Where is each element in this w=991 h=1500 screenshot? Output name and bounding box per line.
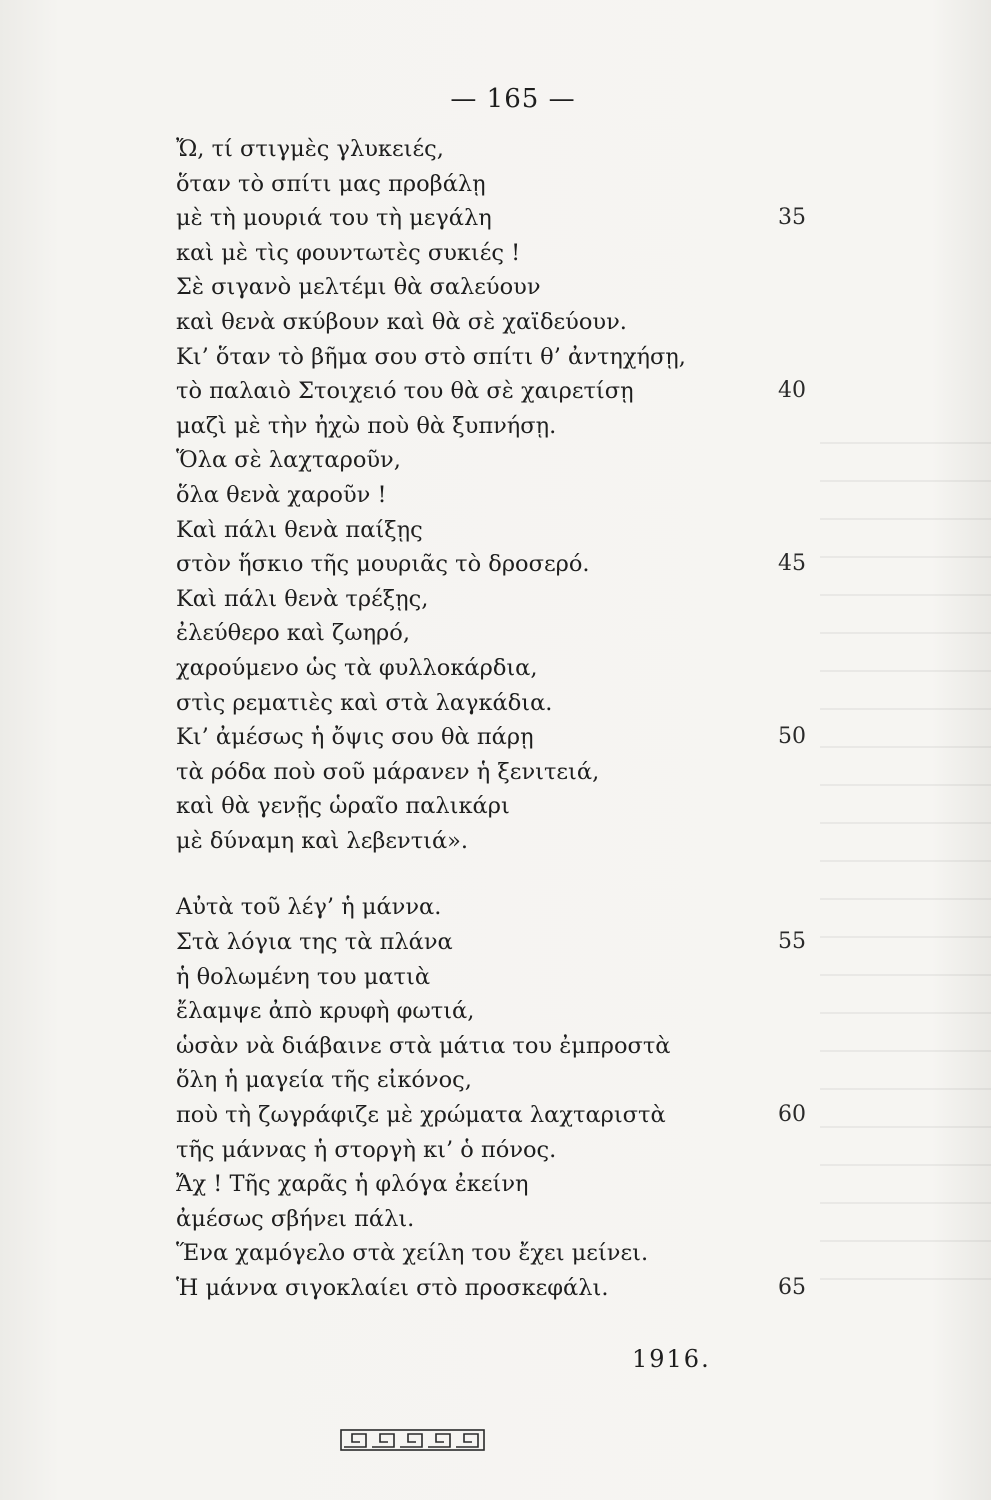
poem-body xyxy=(176,132,816,1306)
poem-line-text: χαρούμενο ὡς τὰ φυλλοκάρδια, xyxy=(176,654,538,681)
line-number: 55 xyxy=(778,929,806,955)
poem-line-text: στὶς ρεματιὲς καὶ στὰ λαγκάδια. xyxy=(176,689,553,716)
poem-line-text: τὰ ρόδα ποὺ σοῦ μάρανεν ἡ ξενιτειά, xyxy=(176,758,600,785)
line-number: 65 xyxy=(778,1275,806,1300)
poem-line xyxy=(176,686,816,721)
poem-date: 1916. xyxy=(632,1345,711,1373)
poem-line xyxy=(176,443,816,478)
poem-line-text: καὶ μὲ τὶς φουντωτὲς συκιές ! xyxy=(176,239,521,266)
poem-line xyxy=(176,582,816,617)
poem-line-text: καὶ θὰ γενῇς ὡραῖο παλικάρι xyxy=(176,793,510,820)
poem-line-text: Ἡ μάννα σιγοκλαίει στὸ προσκεφάλι. xyxy=(176,1275,609,1301)
poem-line xyxy=(176,201,816,236)
poem-line-text: μαζὶ μὲ τὴν ἠχὼ ποὺ θὰ ξυπνήσῃ. xyxy=(176,412,557,439)
poem-line xyxy=(176,616,816,651)
poem-line xyxy=(176,789,816,824)
poem-line xyxy=(176,994,816,1029)
poem-line xyxy=(176,374,816,409)
poem-line xyxy=(176,755,816,790)
poem-line xyxy=(176,1167,816,1202)
poem-line-text: ποὺ τὴ ζωγράφιζε μὲ χρώματα λαχταριστὰ xyxy=(176,1102,666,1129)
poem-line-text: ἀμέσως σβήνει πάλι. xyxy=(176,1205,415,1232)
poem-line-text: μὲ δύναμη καὶ λεβεντιά». xyxy=(176,827,469,854)
poem-line-text: Αὐτὰ τοῦ λέγ’ ἡ μάννα. xyxy=(176,894,442,921)
poem-line-text: Σὲ σιγανὸ μελτέμι θὰ σαλεύουν xyxy=(176,274,541,301)
poem-line-text: στὸν ἥσκιο τῆς μουριᾶς τὸ δροσερό. xyxy=(176,551,590,578)
poem-line xyxy=(176,1236,816,1271)
poem-line-text: ἡ θολωμένη του ματιὰ xyxy=(176,963,431,990)
poem-line-text: Ὤ, τί στιγμὲς γλυκειές, xyxy=(176,136,444,162)
poem-line-text: ὡσὰν νὰ διάβαινε στὰ μάτια του ἐμπροστὰ xyxy=(176,1032,671,1059)
page-number: — 165 — xyxy=(450,84,576,114)
poem-line-text: καὶ θενὰ σκύβουν καὶ θὰ σὲ χαϊδεύουν. xyxy=(176,308,627,335)
poem-line xyxy=(176,340,816,375)
bleed-through-texture xyxy=(820,420,991,1280)
poem-line-text: Καὶ πάλι θενὰ παίξῃς xyxy=(176,516,423,543)
poem-line xyxy=(176,547,816,582)
poem-line-text: Κι’ ἀμέσως ἡ ὄψις σου θὰ πάρῃ xyxy=(176,724,534,751)
line-number: 40 xyxy=(778,378,806,404)
poem-line-text: Καὶ πάλι θενὰ τρέξῃς, xyxy=(176,585,429,612)
greek-key-ornament xyxy=(340,1428,485,1452)
poem-line-text: ὅλη ἡ μαγεία τῆς εἰκόνος, xyxy=(176,1067,472,1094)
poem-line xyxy=(176,824,816,859)
poem-line-text: ἔλαμψε ἀπὸ κρυφὴ φωτιά, xyxy=(176,998,475,1025)
poem-line xyxy=(176,1098,816,1133)
poem-line-text: Κι’ ὅταν τὸ βῆμα σου στὸ σπίτι θ’ ἀντηχήσῃ, xyxy=(176,343,686,370)
poem-line xyxy=(176,1271,816,1306)
poem-line-text: ὅλα θενὰ χαροῦν ! xyxy=(176,481,387,508)
line-number: 60 xyxy=(778,1102,806,1128)
poem-line-text: τῆς μάννας ἡ στοργὴ κι’ ὁ πόνος. xyxy=(176,1136,557,1163)
poem-line-text: Ἄχ ! Τῆς χαρᾶς ἡ φλόγα ἐκείνη xyxy=(176,1171,529,1198)
line-number: 45 xyxy=(778,551,806,577)
poem-line xyxy=(176,167,816,202)
poem-line-text: μὲ τὴ μουριά του τὴ μεγάλη xyxy=(176,205,492,232)
poem-line xyxy=(176,925,816,960)
poem-line xyxy=(176,236,816,271)
poem-line xyxy=(176,890,816,925)
poem-line xyxy=(176,132,816,167)
poem-line xyxy=(176,720,816,755)
poem-line xyxy=(176,409,816,444)
poem-line xyxy=(176,1133,816,1168)
poem-line xyxy=(176,1029,816,1064)
poem-line-text: Ὅλα σὲ λαχταροῦν, xyxy=(176,447,401,474)
poem-line xyxy=(176,513,816,548)
poem-line-text: Ἕνα χαμόγελο στὰ χείλη του ἔχει μείνει. xyxy=(176,1240,649,1267)
poem-line-text: τὸ παλαιὸ Στοιχειό του θὰ σὲ χαιρετίσῃ xyxy=(176,378,634,405)
poem-line-text: ὅταν τὸ σπίτι μας προβάλῃ xyxy=(176,170,486,197)
poem-line-text: Στὰ λόγια της τὰ πλάνα xyxy=(176,929,453,956)
poem-line xyxy=(176,651,816,686)
poem-line-text: ἐλεύθερο καὶ ζωηρό, xyxy=(176,620,410,647)
poem-line xyxy=(176,270,816,305)
poem-line xyxy=(176,960,816,995)
line-number: 35 xyxy=(778,205,806,231)
poem-line xyxy=(176,1063,816,1098)
line-number: 50 xyxy=(778,724,806,750)
poem-line xyxy=(176,478,816,513)
poem-line xyxy=(176,1202,816,1237)
poem-line xyxy=(176,305,816,340)
